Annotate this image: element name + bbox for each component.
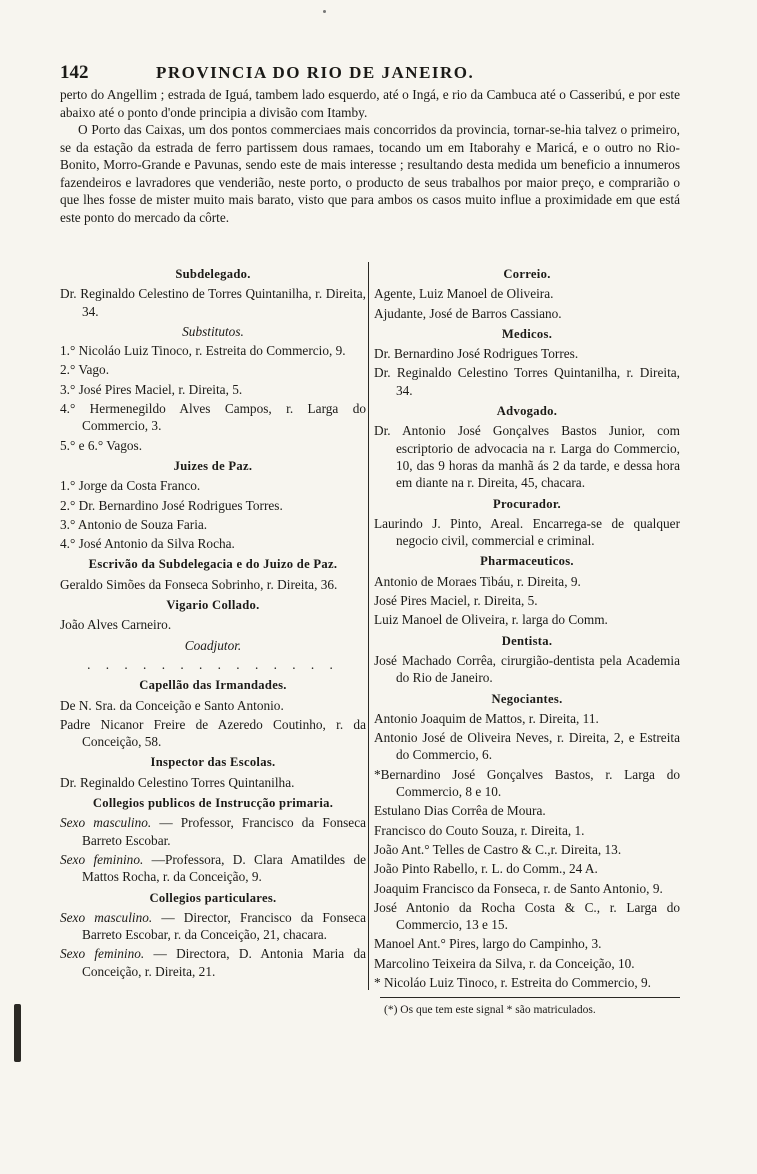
collegios-particulares-heading: Collegios particulares.	[149, 890, 277, 905]
vigario-entry: João Alves Carneiro.	[60, 617, 172, 633]
medico-entry: Dr. Reginaldo Celestino Torres Quintanilha, r. Direita, 34.	[374, 365, 680, 398]
intro-paragraph-1: perto do Angellim ; estrada de Iguá, tambem lado esquerdo, até o Ingá, e rio da Cambuca até o Casseribú, e por este abaixo até o ponto d'onde principia a divisão com Itamby.	[60, 87, 680, 120]
dentista-entry: José Machado Corrêa, cirurgião-dentista pela Academia do Rio de Janeiro.	[374, 652, 680, 686]
collegio-publico-entry	[60, 851, 366, 886]
collegio-particular-entry	[60, 909, 366, 944]
pharmaceutico-entry: José Pires Maciel, r. Direita, 5.	[374, 593, 538, 609]
capellao-entry: De N. Sra. da Conceição e Santo Antonio.	[60, 697, 284, 713]
advogado-heading: Advogado.	[496, 404, 558, 419]
binding-mark	[14, 1004, 21, 1062]
negociante-entry: Joaquim Francisco da Fonseca, r. de Santo Antonio, 9.	[374, 880, 663, 896]
juiz-entry: 2.° Dr. Bernardino José Rodrigues Torres.	[60, 497, 283, 513]
procurador-heading: Procurador.	[492, 496, 561, 511]
footnote: (*) Os que tem este signal * são matriculados.	[384, 1004, 596, 1017]
negociante-entry: Estulano Dias Corrêa de Moura.	[374, 803, 546, 819]
collegios-publicos-heading: Collegios publicos de Instrucção primaria.	[92, 796, 334, 811]
negociante-entry: *Bernardino José Gonçalves Bastos, r. Larga do Commercio, 8 e 10.	[374, 766, 680, 800]
left-column	[60, 262, 366, 982]
procurador-entry: Laurindo J. Pinto, Areal. Encarrega-se de qualquer negocio civil, commercial e criminal.	[374, 515, 680, 549]
substituto-entry: 4.° Hermenegildo Alves Campos, r. Larga do Commercio, 3.	[60, 401, 366, 434]
page-title: PROVINCIA DO RIO DE JANEIRO.	[156, 63, 475, 82]
intro-text	[60, 86, 680, 226]
negociante-entry: José Antonio da Rocha Costa & C., r. Larga do Commercio, 13 e 15.	[374, 899, 680, 933]
correio-entry: Agente, Luiz Manoel de Oliveira.	[374, 286, 554, 302]
negociante-entry: Manoel Ant.° Pires, largo do Campinho, 3.	[374, 936, 602, 952]
negociante-entry: João Ant.° Telles de Castro & C.,r. Direita, 13.	[374, 841, 622, 857]
advogado-entry: Dr. Antonio José Gonçalves Bastos Junior, com escriptorio de advocacia na r. Larga do Commercio, 10, das 9 horas da manhã ás 2 da tarde, e dessa hora em diante na r. Direita, 45, chacara.	[374, 423, 680, 491]
subdelegado-entry: Dr. Reginaldo Celestino de Torres Quintanilha, r. Direita, 34.	[60, 286, 366, 319]
substituto-entry: 5.° e 6.° Vagos.	[60, 437, 143, 453]
ink-speck	[323, 10, 326, 13]
correio-heading: Correio.	[503, 267, 551, 281]
collegio-publico-entry	[60, 814, 366, 849]
capellao-heading: Capellão das Irmandades.	[139, 678, 287, 693]
entry-text: — Professor, Francisco da Fonseca Barreto Escobar.	[82, 815, 366, 848]
entry-text: —Professora, D. Clara Amatildes de Mattos Rocha, r. da Conceição, 9.	[82, 851, 366, 885]
right-column	[374, 262, 680, 1020]
entry-label: Sexo masculino.	[60, 909, 153, 925]
entry-text: — Director, Francisco da Fonseca Barreto Escobar, r. da Conceição, 21, chacara.	[82, 909, 366, 943]
medico-entry: Dr. Bernardino José Rodrigues Torres.	[374, 346, 579, 362]
negociante-entry: Antonio José de Oliveira Neves, r. Direita, 2, e Estreita do Commercio, 6.	[374, 730, 680, 763]
negociante-entry: Francisco do Couto Souza, r. Direita, 1.	[374, 822, 585, 838]
pharmaceuticos-heading: Pharmaceuticos.	[480, 554, 574, 569]
negociante-entry: Antonio Joaquim de Mattos, r. Direita, 11.	[374, 710, 599, 726]
page-number: 142	[60, 62, 89, 83]
vigario-heading: Vigario Collado.	[166, 598, 260, 613]
entry-label: Sexo masculino.	[60, 815, 152, 831]
substitutos-heading: Substitutos.	[182, 323, 244, 339]
escrivao-heading: Escrivão da Subdelegacia e do Juizo de Paz.	[88, 557, 338, 572]
negociante-entry: João Pinto Rabello, r. L. do Comm., 24 A.	[374, 861, 598, 877]
pharmaceutico-entry: Antonio de Moraes Tibáu, r. Direita, 9.	[374, 573, 581, 589]
intro-paragraph-2: O Porto das Caixas, um dos pontos commerciaes mais concorridos da provincia, tornar-se-hia talvez o primeiro, se da estação da estrada de ferro partissem dous ramaes, tocando um em Itaborahy e Maricá, e o outro no Rio-Bonito, Morro-Grande e Pavunas, sendo este de mais interesse ; resultando desta medida um beneficio a innumeros fazendeiros e lavradores que venderião, neste porto, o producto de seus trabalhos por maior preço, e comprarião o que lhes fosse de mister muito mais barato, visto que para ambos os casos muito influe a proximidade em que está este ponto do mercado da côrte.	[60, 122, 680, 225]
medicos-heading: Medicos.	[501, 326, 553, 341]
substituto-entry: 2.° Vago.	[60, 362, 110, 378]
juiz-entry: 3.° Antonio de Souza Faria.	[60, 516, 208, 532]
column-divider	[368, 262, 369, 990]
juiz-entry: 4.° José Antonio da Silva Rocha.	[60, 536, 235, 552]
collegio-particular-entry	[60, 945, 366, 980]
coadjutor-heading: Coadjutor.	[184, 637, 242, 653]
entry-text: — Directora, D. Antonia Maria da Conceição, r. Direita, 21.	[82, 946, 366, 979]
dentista-heading: Dentista.	[501, 633, 553, 648]
footnote-rule	[380, 997, 680, 998]
negociante-entry: Marcolino Teixeira da Silva, r. da Conceição, 10.	[374, 955, 635, 971]
substituto-entry: 3.° José Pires Maciel, r. Direita, 5.	[60, 381, 243, 397]
coadjutor-dots: . . . . . . . . . . . . . .	[87, 656, 339, 672]
page-header	[60, 62, 690, 86]
juizes-heading: Juizes de Paz.	[173, 458, 253, 473]
entry-label: Sexo feminino.	[60, 946, 145, 962]
escrivao-entry: Geraldo Simões da Fonseca Sobrinho, r. Direita, 36.	[60, 576, 338, 592]
negociantes-heading: Negociantes.	[491, 691, 563, 706]
subdelegado-heading: Subdelegado.	[175, 267, 251, 281]
capellao-entry: Padre Nicanor Freire de Azeredo Coutinho, r. da Conceição, 58.	[60, 716, 366, 750]
juiz-entry: 1.° Jorge da Costa Franco.	[60, 478, 201, 494]
negociante-entry: * Nicoláo Luiz Tinoco, r. Estreita do Commercio, 9.	[374, 974, 651, 990]
substituto-entry: 1.° Nicoláo Luiz Tinoco, r. Estreita do Commercio, 9.	[60, 343, 346, 359]
inspector-entry: Dr. Reginaldo Celestino Torres Quintanilha.	[60, 774, 295, 790]
pharmaceutico-entry: Luiz Manoel de Oliveira, r. larga do Comm.	[374, 612, 608, 628]
entry-label: Sexo feminino.	[60, 851, 144, 867]
inspector-heading: Inspector das Escolas.	[150, 755, 276, 770]
correio-entry: Ajudante, José de Barros Cassiano.	[374, 305, 562, 321]
